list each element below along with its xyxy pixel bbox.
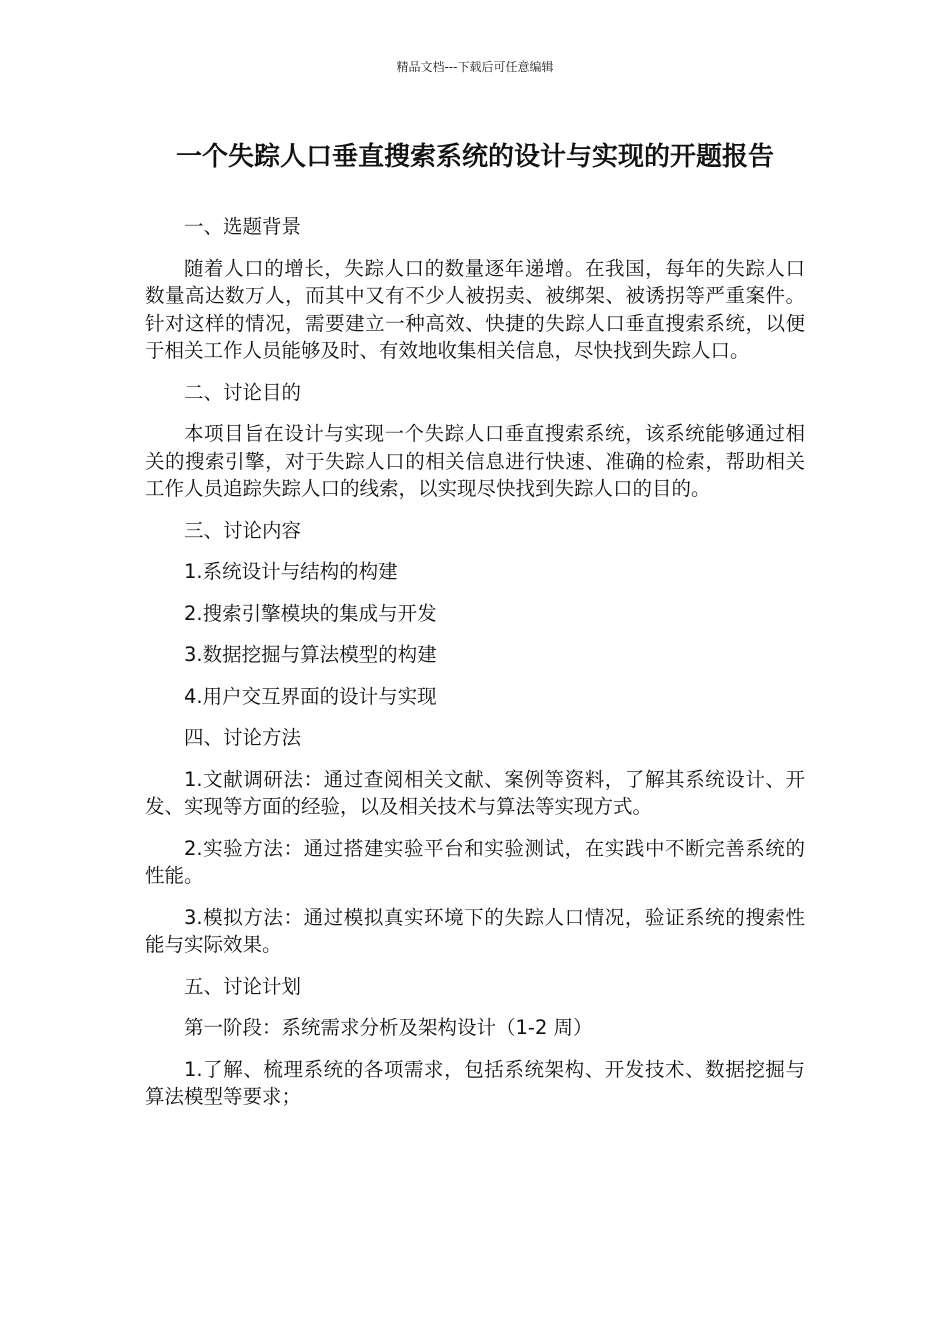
section-heading-methods: 四、讨论方法 bbox=[184, 726, 302, 749]
paragraph-background: 随着人口的增长，失踪人口的数量逐年递增。在我国，每年的失踪人口数量高达数万人，而其中又有不少人被拐卖、被绑架、被诱拐等严重案件。针对这样的情况，需要建立一种高效、快捷的失踪人口垂直搜索系统，以便于相关工作人员能够及时、有效地收集相关信息，尽快找到失踪人口。 bbox=[145, 256, 805, 362]
plan-phase-heading: 第一阶段：系统需求分析及架构设计（1-2 周） bbox=[184, 1016, 593, 1039]
document-title: 一个失踪人口垂直搜索系统的设计与实现的开题报告 bbox=[175, 142, 774, 172]
list-item: 1.了解、梳理系统的各项需求，包括系统架构、开发技术、数据挖掘与算法模型等要求； bbox=[145, 1057, 805, 1108]
list-item: 1.文献调研法：通过查阅相关文献、案例等资料，了解其系统设计、开发、实现等方面的经验，以及相关技术与算法等实现方式。 bbox=[145, 767, 805, 818]
document-body bbox=[145, 213, 805, 1125]
list-item: 3.数据挖掘与算法模型的构建 bbox=[184, 643, 437, 666]
page-header: 精品文档---下载后可任意编辑 bbox=[396, 60, 554, 74]
section-heading-plan: 五、讨论计划 bbox=[184, 974, 302, 998]
section-heading-background: 一、选题背景 bbox=[184, 215, 302, 238]
list-item: 4.用户交互界面的设计与实现 bbox=[184, 684, 437, 708]
list-item: 2.实验方法：通过搭建实验平台和实验测试，在实践中不断完善系统的性能。 bbox=[145, 836, 805, 887]
section-heading-purpose: 二、讨论目的 bbox=[184, 380, 302, 404]
list-item: 1.系统设计与结构的构建 bbox=[184, 560, 398, 583]
paragraph-purpose: 本项目旨在设计与实现一个失踪人口垂直搜索系统，该系统能够通过相关的搜索引擎，对于失踪人口的相关信息进行快速、准确的检索，帮助相关工作人员追踪失踪人口的线索，以实现尽快找到失踪人口的目的。 bbox=[145, 422, 805, 500]
list-item: 3.模拟方法：通过模拟真实环境下的失踪人口情况，验证系统的搜索性能与实际效果。 bbox=[145, 905, 805, 956]
list-item: 2.搜索引擎模块的集成与开发 bbox=[184, 601, 437, 625]
section-heading-content: 三、讨论内容 bbox=[184, 518, 302, 542]
